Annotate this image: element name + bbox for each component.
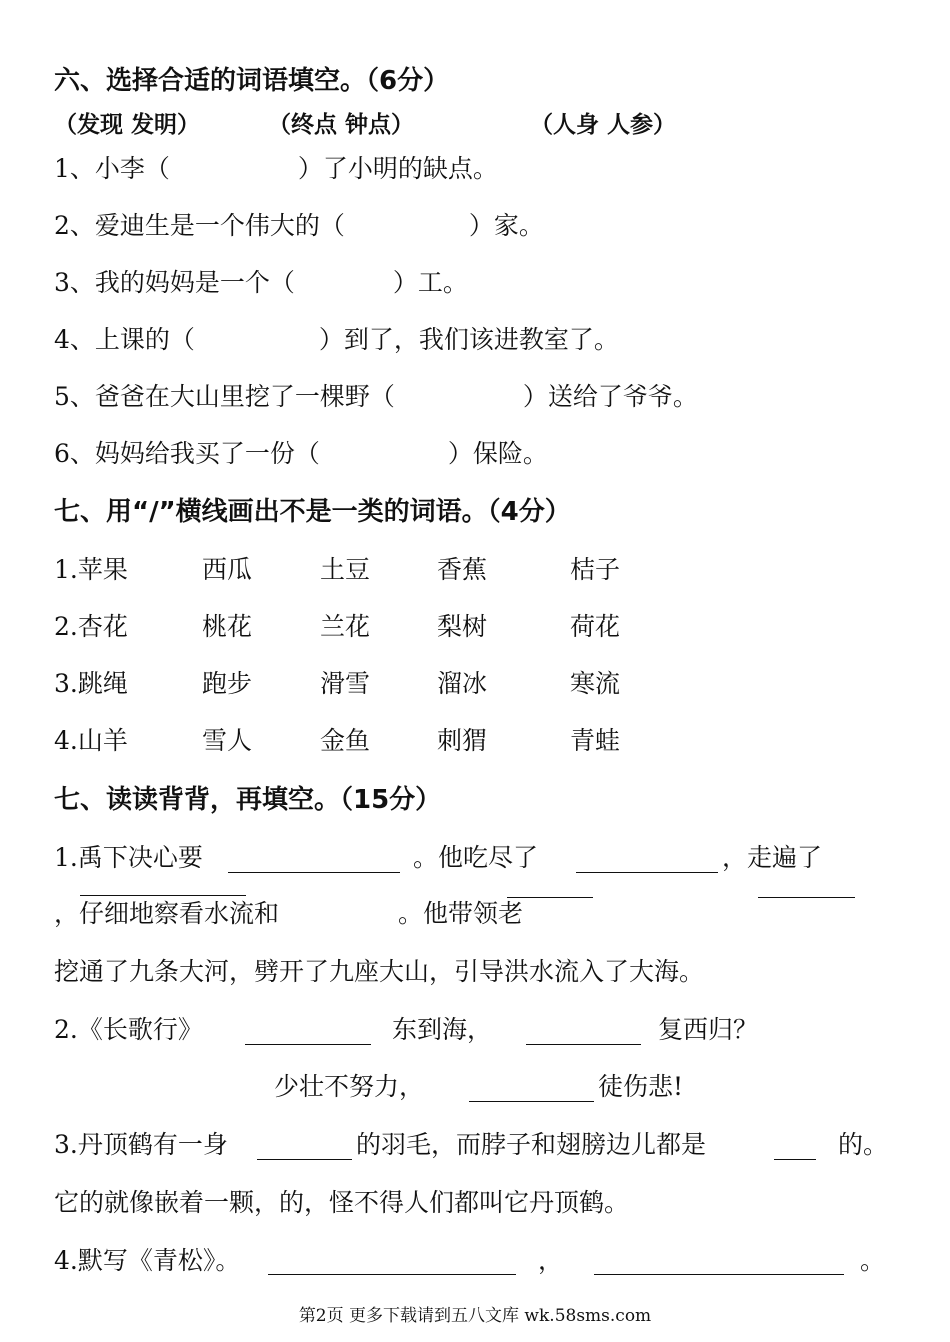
q4-part-b: ， [538,1246,564,1275]
q3-part-b: 的羽毛，而脖子和翅膀边儿都是 [356,1130,707,1159]
fill-item-3 [54,268,468,298]
q1-blank-1 [228,872,400,873]
fill-item-post: ）保险。 [447,439,548,468]
q2-part-a: 2.《长歌行》 [54,1015,203,1044]
q3-part-c: 的。 [838,1130,889,1159]
word-row4-col1: 4.山羊 [54,726,128,755]
q2-part-c: 复西归？ [658,1015,759,1044]
q1-blank-2 [576,872,718,873]
section7a-title: 七、用“/”横线画出不是一类的词语。（4分） [54,497,571,527]
word-row2-col5: 荷花 [570,612,621,641]
fill-item-pre: 5、爸爸在大山里挖了一棵野（ [54,382,395,411]
q2-blank-2 [526,1044,641,1045]
q3-blank-1 [257,1159,352,1160]
fill-item-post: ）家。 [468,211,544,240]
fill-item-2 [54,211,544,241]
q4-blank-1 [268,1274,516,1275]
q2-blank-1 [245,1044,371,1045]
q3-part-a: 3.丹顶鹤有一身 [54,1130,228,1159]
word-row3-col3: 滑雪 [320,669,371,698]
word-row4-col3: 金鱼 [320,726,371,755]
word-row1-col3: 土豆 [320,555,371,584]
fill-item-pre: 4、上课的（ [54,325,195,354]
q3-part-d: 它的就像嵌着一颗，的，怪不得人们都叫它丹顶鹤。 [54,1188,630,1217]
fill-item-post: ）工。 [392,268,468,297]
q1-part-f: 挖通了九条大河，劈开了九座大山，引导洪水流入了大海。 [54,957,705,986]
q4-blank-2 [594,1274,844,1275]
q1-blank-5 [758,897,855,898]
fill-item-pre: 6、妈妈给我买了一份（ [54,439,320,468]
word-row1-col5: 桔子 [570,555,621,584]
word-row3-col1: 3.跳绳 [54,669,128,698]
word-row4-col5: 青蛙 [570,726,621,755]
word-row4-col4: 刺猬 [437,726,488,755]
q1-blank-4 [507,897,593,898]
word-row1-col2: 西瓜 [202,555,253,584]
section7b-title: 七、读读背背，再填空。（15分） [54,785,442,815]
q3-blank-2 [774,1159,816,1160]
q1-part-d: ，仔细地察看水流和 [54,899,280,928]
fill-item-pre: 2、爱迪生是一个伟大的（ [54,211,345,240]
q1-blank-3 [80,895,246,896]
word-row2-col4: 梨树 [437,612,488,641]
word-options-1: （发现 发明） [54,112,201,138]
q2-part-b: 东到海， [392,1015,493,1044]
word-row3-col5: 寒流 [570,669,621,698]
word-row1-col1: 1.苹果 [54,555,128,584]
fill-item-1 [54,154,498,184]
q1-part-a: 1.禹下决心要 [54,843,203,872]
fill-item-post: ）到了，我们该进教室了。 [318,325,619,354]
fill-item-post: ）了小明的缺点。 [297,154,498,183]
fill-item-4 [54,325,619,355]
word-options-2: （终点 钟点） [268,112,415,138]
q1-part-b: 。他吃尽了 [413,843,539,872]
word-row3-col2: 跑步 [202,669,253,698]
q1-part-c: ，走遍了 [722,843,823,872]
q2-part-d: 少壮不努力， [274,1072,425,1101]
word-row2-col1: 2.杏花 [54,612,128,641]
q4-part-c: 。 [860,1246,886,1275]
word-row4-col2: 雪人 [202,726,253,755]
fill-item-pre: 3、我的妈妈是一个（ [54,268,295,297]
section6-title: 六、选择合适的词语填空。（6分） [54,66,450,96]
q2-blank-3 [469,1101,594,1102]
fill-item-6 [54,439,548,469]
q1-part-e: 。他带领老 [398,899,524,928]
fill-item-post: ）送给了爷爷。 [522,382,698,411]
word-row2-col2: 桃花 [202,612,253,641]
word-row3-col4: 溜冰 [437,669,488,698]
q2-part-e: 徒伤悲! [598,1072,684,1101]
fill-item-5 [54,382,698,412]
word-row2-col3: 兰花 [320,612,371,641]
page-footer: 第2页 更多下载请到五八文库 wk.58sms.com [298,1306,652,1326]
word-options-3: （人身 人参） [530,112,677,138]
q4-part-a: 4.默写《青松》。 [54,1246,241,1275]
word-row1-col4: 香蕉 [437,555,488,584]
fill-item-pre: 1、小李（ [54,154,170,183]
